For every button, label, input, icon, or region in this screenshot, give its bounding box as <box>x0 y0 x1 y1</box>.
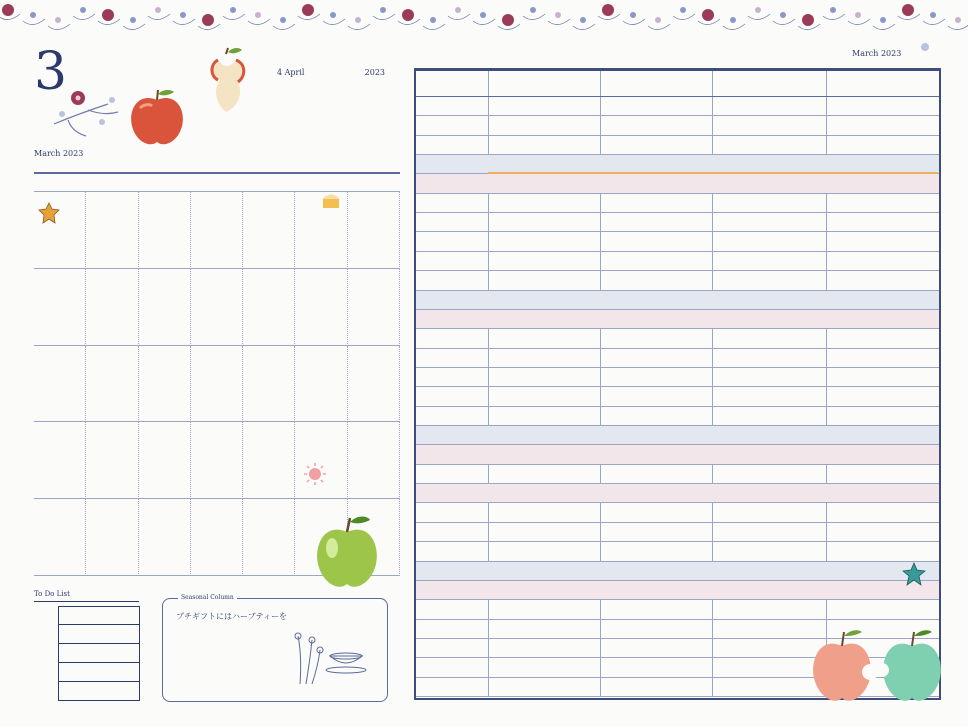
schedule-row <box>416 213 939 232</box>
cake-icon <box>320 190 342 210</box>
day-cell <box>348 192 400 269</box>
day-cell <box>191 269 243 346</box>
weekday-header <box>34 174 86 192</box>
schedule-row <box>416 581 939 600</box>
schedule-row <box>416 503 939 522</box>
weekday-header <box>243 174 295 192</box>
schedule-row <box>416 174 939 193</box>
schedule-row <box>416 465 939 484</box>
schedule-row <box>416 252 939 271</box>
schedule-row <box>416 329 939 348</box>
day-cell <box>348 269 400 346</box>
todo-title: To Do List <box>34 590 70 598</box>
table-header-row <box>416 71 939 97</box>
bitten-apples-icon <box>808 622 958 712</box>
small-flower-icon <box>916 40 934 54</box>
flower-sprig-icon <box>48 84 128 140</box>
schedule-row <box>416 407 939 426</box>
day-cell <box>34 422 86 499</box>
day-cell <box>348 346 400 423</box>
mini-calendar-year: 2023 <box>364 68 385 77</box>
movie-highlight-line <box>488 172 938 174</box>
green-apple-icon <box>312 512 382 592</box>
day-cell <box>295 269 347 346</box>
day-cell <box>243 422 295 499</box>
daily-schedule-table <box>414 68 941 700</box>
flower-sticker-icon <box>38 202 60 224</box>
day-cell <box>139 499 191 576</box>
weekday-header <box>191 174 243 192</box>
day-cell <box>86 346 138 423</box>
schedule-row <box>416 194 939 213</box>
apple-core-icon <box>200 46 260 120</box>
schedule-row <box>416 562 939 581</box>
day-cell <box>139 422 191 499</box>
month-numeral: 3 <box>34 42 68 102</box>
schedule-row <box>416 271 939 290</box>
day-cell <box>34 269 86 346</box>
seasonal-column-heading: プチギフトにはハーブティーを <box>176 612 287 621</box>
day-cell <box>139 346 191 423</box>
todo-item <box>58 644 140 663</box>
day-cell <box>191 422 243 499</box>
schedule-row <box>416 426 939 445</box>
schedule-row <box>416 232 939 251</box>
schedule-row <box>416 291 939 310</box>
schedule-row <box>416 484 939 503</box>
schedule-row <box>416 116 939 135</box>
star-sticker-icon <box>902 562 926 586</box>
apple-icon <box>128 86 186 148</box>
herb-tea-icon <box>290 626 370 686</box>
seasonal-column-title: Seasonal Column <box>178 594 237 601</box>
day-cell <box>295 346 347 423</box>
day-cell <box>243 499 295 576</box>
day-cell <box>191 192 243 269</box>
schedule-row <box>416 136 939 155</box>
schedule-row <box>416 310 939 329</box>
schedule-row <box>416 600 939 619</box>
day-cell <box>139 269 191 346</box>
day-cell <box>34 499 86 576</box>
weekday-header <box>139 174 191 192</box>
sun-icon <box>303 462 327 486</box>
mini-calendar-month: 4 April <box>277 68 305 77</box>
day-cell <box>34 346 86 423</box>
schedule-row <box>416 349 939 368</box>
day-cell <box>191 499 243 576</box>
schedule-row <box>416 523 939 542</box>
schedule-row <box>416 97 939 116</box>
day-cell <box>191 346 243 423</box>
todo-item <box>58 606 140 625</box>
right-month-label: March 2023 <box>852 49 902 58</box>
schedule-row <box>416 542 939 561</box>
month-label: March 2023 <box>34 149 84 158</box>
day-cell <box>295 422 347 499</box>
day-cell <box>86 422 138 499</box>
day-cell <box>243 192 295 269</box>
day-cell <box>86 269 138 346</box>
schedule-row <box>416 387 939 406</box>
day-cell <box>86 192 138 269</box>
weekday-header <box>86 174 138 192</box>
todo-item <box>58 625 140 644</box>
day-cell <box>139 192 191 269</box>
day-cell <box>243 269 295 346</box>
day-cell <box>348 422 400 499</box>
day-cell <box>243 346 295 423</box>
weekday-header <box>348 174 400 192</box>
todo-item <box>58 682 140 701</box>
floral-border <box>0 0 968 34</box>
schedule-row <box>416 368 939 387</box>
todo-item <box>58 663 140 682</box>
day-cell <box>86 499 138 576</box>
schedule-row <box>416 445 939 464</box>
